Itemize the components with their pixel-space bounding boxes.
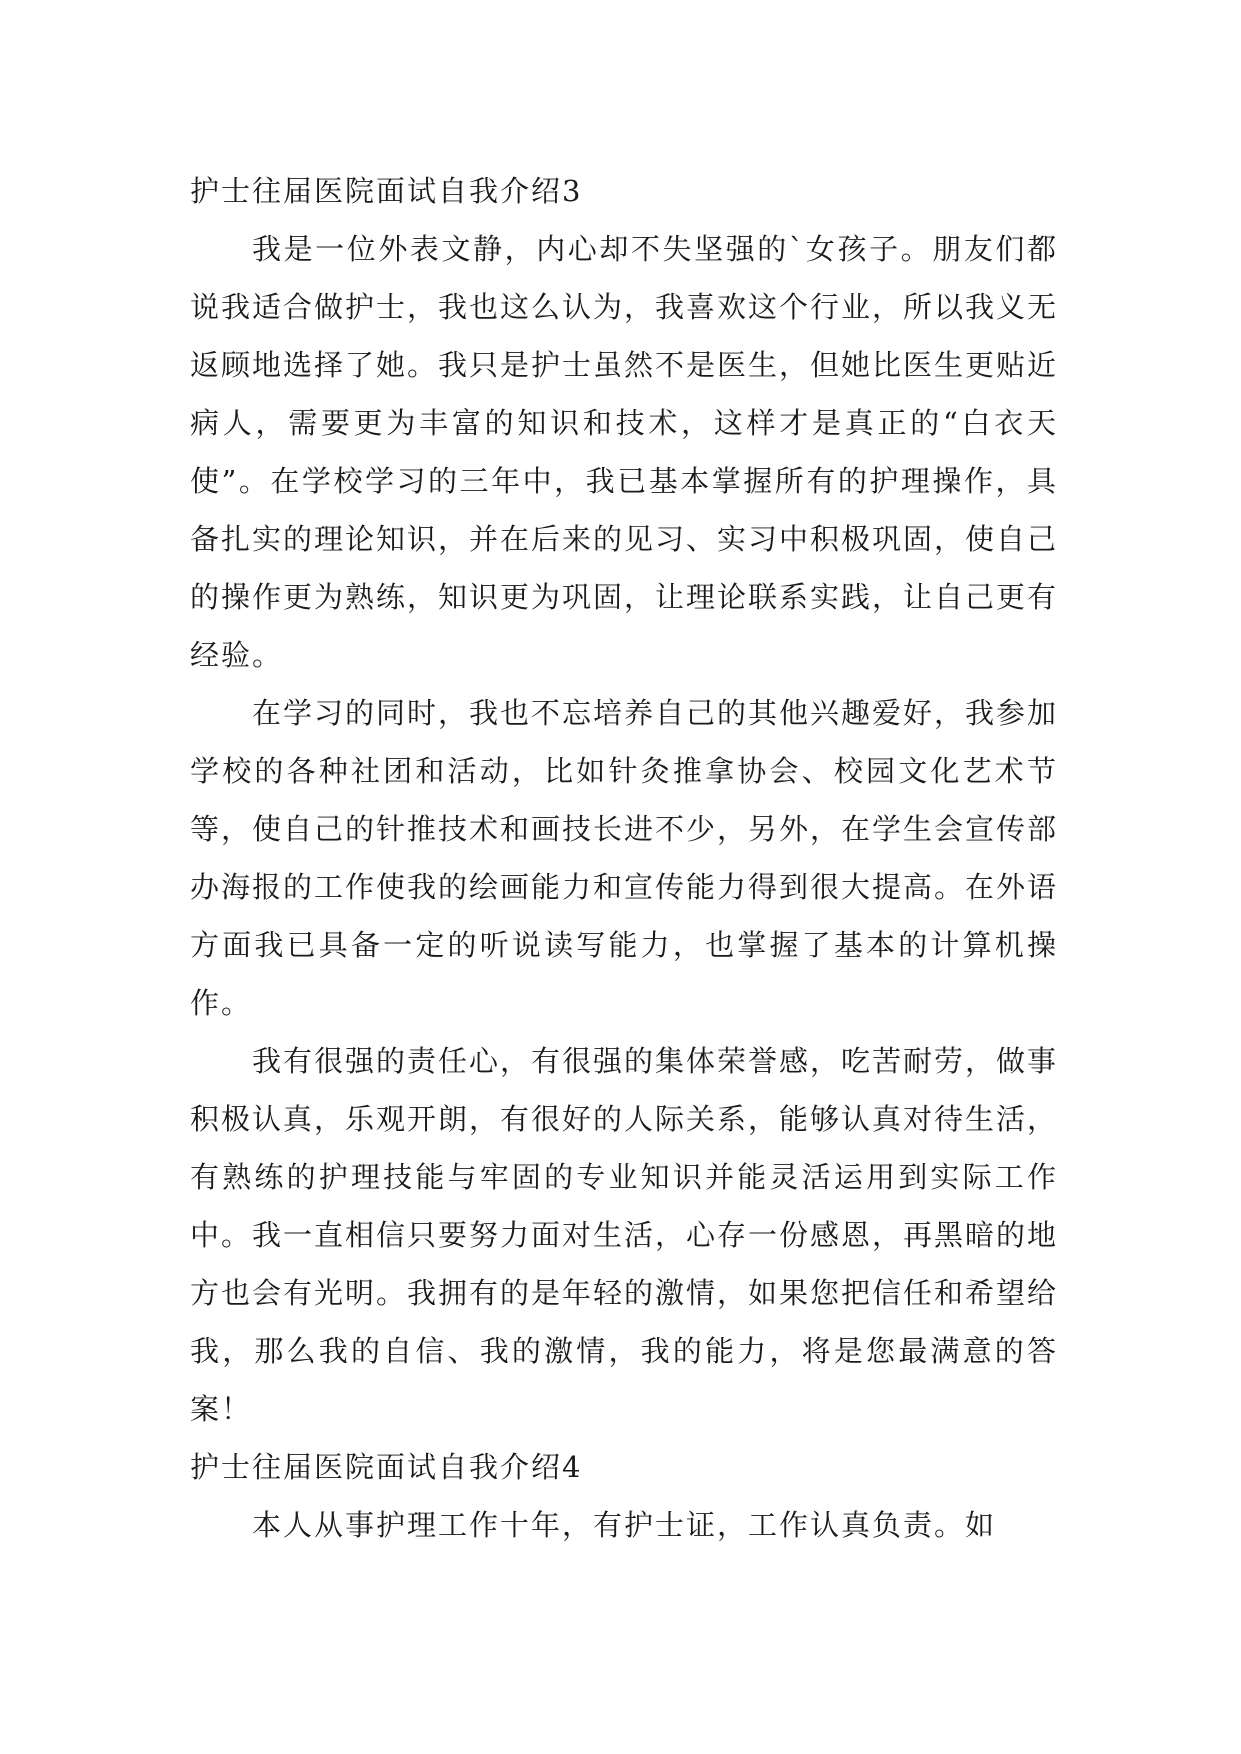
- section-heading: 护士往届医院面试自我介绍4: [190, 1450, 583, 1484]
- document-body: [190, 162, 1058, 1554]
- paragraph: 我有很强的责任心，有很强的集体荣誉感，吃苦耐劳，做事积极认真，乐观开朗，有很好的人际关系，能够认真对待生活，有熟练的护理技能与牢固的专业知识并能灵活运用到实际工作中。我一直相信只要努力面对生活，心存一份感恩，再黑暗的地方也会有光明。我拥有的是年轻的激情，如果您把信任和希望给我，那么我的自信、我的激情，我的能力，将是您最满意的答案！: [190, 1044, 1059, 1426]
- paragraph: 我是一位外表文静，内心却不失坚强的`女孩子。朋友们都说我适合做护士，我也这么认为，我喜欢这个行业，所以我义无返顾地选择了她。我只是护士虽然不是医生，但她比医生更贴近病人，需要更为丰富的知识和技术，这样才是真正的“白衣天使”。在学校学习的三年中，我已基本掌握所有的护理操作，具备扎实的理论知识，并在后来的见习、实习中积极巩固，使自己的操作更为熟练，知识更为巩固，让理论联系实践，让自己更有经验。: [190, 232, 1059, 672]
- section-heading: 护士往届医院面试自我介绍3: [190, 174, 583, 208]
- paragraph: 本人从事护理工作十年，有护士证，工作认真负责。如: [252, 1508, 997, 1542]
- paragraph: 在学习的同时，我也不忘培养自己的其他兴趣爱好，我参加学校的各种社团和活动，比如针灸推拿协会、校园文化艺术节等，使自己的针推技术和画技长进不少，另外，在学生会宣传部办海报的工作使我的绘画能力和宣传能力得到很大提高。在外语方面我已具备一定的听说读写能力，也掌握了基本的计算机操作。: [190, 696, 1059, 1020]
